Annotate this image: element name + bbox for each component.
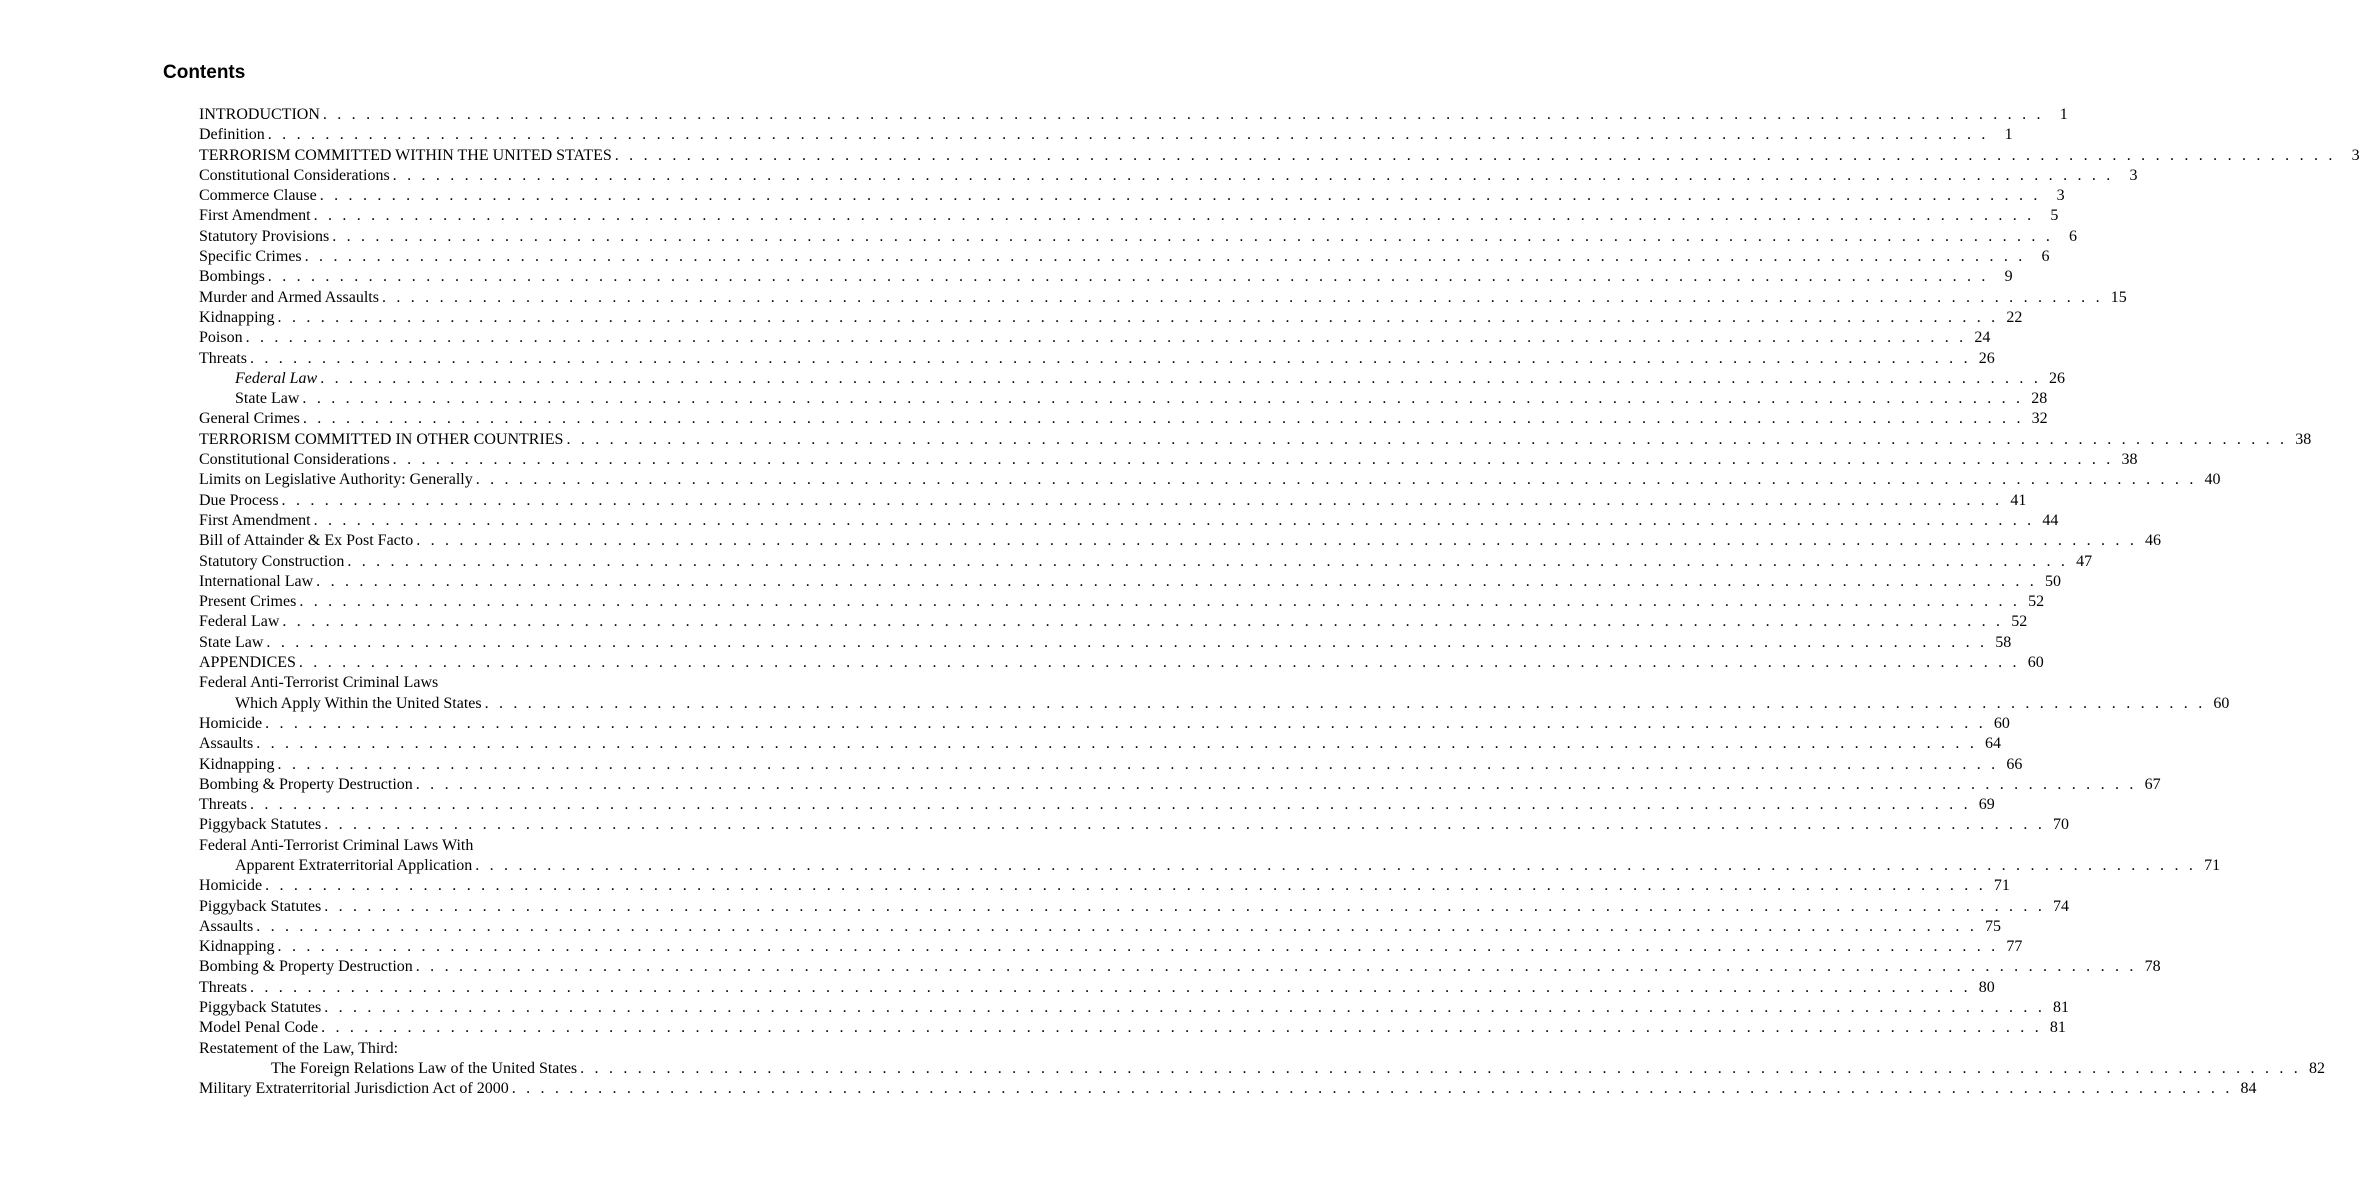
dot-leader: . . . . . . . . . . . . . . . . . . . . . . . . . . . . . . . . . . . . . . . . . . . . . . . . . . . . . . . . . . . . . . . . . . . . . . . . . . . . . . . . . . . . . . . . . . . . . . . . . . . . . . . . . . . . . . . . . . . . . . . . — [267, 126, 1989, 144]
toc-entry — [199, 389, 2048, 409]
toc-entry — [199, 694, 2230, 714]
toc-entry-page-number: 41 — [2010, 491, 2027, 509]
dot-leader: . . . . . . . . . . . . . . . . . . . . . . . . . . . . . . . . . . . . . . . . . . . . . . . . . . . . . . . . . . . . . . . . . . . . . . . . . . . . . . . . . . . . . . . . . . . . . . . . . . . . . . . . . . . . . . . . . . . . . . . . — [321, 1019, 2042, 1037]
toc-entry — [199, 815, 2070, 835]
toc-entry — [199, 633, 2012, 653]
dot-leader: . . . . . . . . . . . . . . . . . . . . . . . . . . . . . . . . . . . . . . . . . . . . . . . . . . . . . . . . . . . . . . . . . . . . . . . . . . . . . . . . . . . . . . . . . . . . . . . . . . . . . . . . . . . . . . . . . . . . . . . . — [324, 816, 2046, 834]
toc-entry-page-number: 44 — [2042, 511, 2059, 529]
dot-leader: . . . . . . . . . . . . . . . . . . . . . . . . . . . . . . . . . . . . . . . . . . . . . . . . . . . . . . . . . . . . . . . . . . . . . . . . . . . . . . . . . . . . . . . . . . . . . . . . . . . . . . . . . . . . . . . . . . . . . . . . — [580, 1059, 2301, 1077]
toc-entry-title: General Crimes — [199, 410, 300, 428]
toc-entry — [199, 166, 2138, 186]
toc-entry-title: Present Crimes — [199, 593, 297, 611]
toc-entry — [199, 369, 2066, 389]
toc-entry — [199, 795, 1995, 815]
toc-entry — [199, 308, 2023, 328]
toc-entry-page-number: 9 — [2004, 268, 2013, 286]
toc-entry-page-number: 60 — [2027, 654, 2044, 672]
toc-entry — [199, 247, 2050, 267]
toc-entry — [199, 491, 2027, 511]
toc-entry — [199, 673, 758, 693]
toc-entry-page-number: 22 — [2006, 308, 2023, 326]
dot-leader: . . . . . . . . . . . . . . . . . . . . . . . . . . . . . . . . . . . . . . . . . . . . . . . . . . . . . . . . . . . . . . . . . . . . . . . . . . . . . . . . . . . . . . . . . . . . . . . . . . . . . . . . . . . . . . . . . . . . . . . . — [302, 410, 2024, 428]
dot-leader: . . . . . . . . . . . . . . . . . . . . . . . . . . . . . . . . . . . . . . . . . . . . . . . . . . . . . . . . . . . . . . . . . . . . . . . . . . . . . . . . . . . . . . . . . . . . . . . . . . . . . . . . . . . . . . . . . . . . . . . . — [614, 146, 2336, 164]
dot-leader: . . . . . . . . . . . . . . . . . . . . . . . . . . . . . . . . . . . . . . . . . . . . . . . . . . . . . . . . . . . . . . . . . . . . . . . . . . . . . . . . . . . . . . . . . . . . . . . . . . . . . . . . . . . . . . . . . . . . . . . . — [256, 735, 1978, 753]
dot-leader: . . . . . . . . . . . . . . . . . . . . . . . . . . . . . . . . . . . . . . . . . . . . . . . . . . . . . . . . . . . . . . . . . . . . . . . . . . . . . . . . . . . . . . . . . . . . . . . . . . . . . . . . . . . . . . . . . . . . . . . . — [324, 999, 2046, 1017]
dot-leader: . . . . . . . . . . . . . . . . . . . . . . . . . . . . . . . . . . . . . . . . . . . . . . . . . . . . . . . . . . . . . . . . . . . . . . . . . . . . . . . . . . . . . . . . . . . . . . . . . . . . . . . . . . . . . . . . . . . . . . . . — [249, 978, 1971, 996]
toc-entry — [199, 897, 2070, 917]
toc-entry-title: Definition — [199, 126, 265, 144]
toc-entry — [199, 328, 1991, 348]
dot-leader: . . . . . . . . . . . . . . . . . . . . . . . . . . . . . . . . . . . . . . . . . . . . . . . . . . . . . . . . . . . . . . . . . . . . . . . . . . . . . . . . . . . . . . . . . . . . . . . . . . . . . . . . . . . . . . . . . . . . . . . . — [277, 938, 1999, 956]
dot-leader: . . . . . . . . . . . . . . . . . . . . . . . . . . . . . . . . . . . . . . . . . . . . . . . . . . . . . . . . . . . . . . . . . . . . . . . . . . . . . . . . . . . . . . . . . . . . . . . . . . . . . . . . . . . . . . . . . . . . . . . . — [347, 552, 2069, 570]
toc-entry — [199, 409, 2048, 429]
toc-entry-page-number: 66 — [2006, 755, 2023, 773]
toc-entry-title: Military Extraterritorial Jurisdiction Act of 2000 — [199, 1080, 509, 1098]
toc-entry-title: Piggyback Statutes — [199, 816, 322, 834]
toc-entry — [199, 572, 2061, 592]
toc-entry-title: Bombing & Property Destruction — [199, 775, 413, 793]
toc-entry-title: Federal Anti-Terrorist Criminal Laws With — [199, 836, 474, 854]
toc-entry-page-number: 71 — [1993, 877, 2010, 895]
toc-entry-page-number: 58 — [1995, 633, 2012, 651]
toc-entry-page-number: 47 — [2076, 552, 2093, 570]
toc-entry-title: State Law — [199, 633, 264, 651]
toc-entry-title: Piggyback Statutes — [199, 897, 322, 915]
dot-leader: . . . . . . . . . . . . . . . . . . . . . . . . . . . . . . . . . . . . . . . . . . . . . . . . . . . . . . . . . . . . . . . . . . . . . . . . . . . . . . . . . . . . . . . . . . . . . . . . . . . . . . . . . . . . . . . . . . . . . . . . — [416, 532, 2138, 550]
toc-entry-page-number: 6 — [2041, 248, 2050, 266]
toc-entry — [199, 552, 2093, 572]
toc-entry-page-number: 60 — [1993, 714, 2010, 732]
toc-entry-title: Federal Anti-Terrorist Criminal Laws — [199, 674, 439, 692]
dot-leader: . . . . . . . . . . . . . . . . . . . . . . . . . . . . . . . . . . . . . . . . . . . . . . . . . . . . . . . . . . . . . . . . . . . . . . . . . . . . . . . . . . . . . . . . . . . . . . . . . . . . . . . . . . . . . . . . . . . . . . . . — [475, 471, 2197, 489]
toc-entry-page-number: 26 — [2049, 369, 2066, 387]
dot-leader: . . . . . . . . . . . . . . . . . . . . . . . . . . . . . . . . . . . . . . . . . . . . . . . . . . . . . . . . . . . . . . . . . . . . . . . . . . . . . . . . . . . . . . . . . . . . . . . . . . . . . . . . . . . . . . . . . . . . . . . . — [277, 308, 1999, 326]
toc-entry-title: Kidnapping — [199, 308, 275, 326]
toc-entry-title: Poison — [199, 329, 243, 347]
toc-entry-title: Kidnapping — [199, 755, 275, 773]
toc-entry-title: Statutory Provisions — [199, 227, 330, 245]
toc-entry-title: INTRODUCTION — [199, 106, 320, 123]
dot-leader: . . . . . . . . . . . . . . . . . . . . . . . . . . . . . . . . . . . . . . . . . . . . . . . . . . . . . . . . . . . . . . . . . . . . . . . . . . . . . . . . . . . . . . . . . . . . . . . . . . . . . . . . . . . . . . . . . . . . . . . . — [267, 268, 1989, 286]
toc-entry-page-number: 84 — [2240, 1080, 2257, 1098]
dot-leader: . . . . . . . . . . . . . . . . . . . . . . . . . . . . . . . . . . . . . . . . . . . . . . . . . . . . . . . . . . . . . . . . . . . . . . . . . . . . . . . . . . . . . . . . . . . . . . . . . . . . . . . . . . . . . . . . . . . . . . . . — [484, 694, 2206, 712]
dot-leader: . . . . . . . . . . . . . . . . . . . . . . . . . . . . . . . . . . . . . . . . . . . . . . . . . . . . . . . . . . . . . . . . . . . . . . . . . . . . . . . . . . . . . . . . . . . . . . . . . . . . . . . . . . . . . . . . . . . . . . . . — [302, 390, 2024, 408]
toc-entry — [199, 775, 2161, 795]
toc-entry-title: Bill of Attainder & Ex Post Facto — [199, 532, 414, 550]
toc-entry-title: Threats — [199, 796, 247, 814]
table-of-contents — [199, 105, 2360, 1100]
toc-entry-title: Constitutional Considerations — [199, 451, 390, 469]
toc-entry-title: Kidnapping — [199, 938, 275, 956]
toc-entry-title: Constitutional Considerations — [199, 166, 390, 184]
toc-entry-page-number: 69 — [1978, 796, 1995, 814]
toc-entry-page-number: 40 — [2204, 471, 2221, 489]
toc-entry-title: Limits on Legislative Authority: Generally — [199, 471, 473, 489]
dot-leader: . . . . . . . . . . . . . . . . . . . . . . . . . . . . . . . . . . . . . . . . . . . . . . . . . . . . . . . . . . . . . . . . . . . . . . . . . . . . . . . . . . . . . . . . . . . . . . . . . . . . . . . . . . . . . . . . . . . . . . . . — [249, 796, 1971, 814]
toc-entry — [199, 836, 758, 856]
toc-entry-page-number: 67 — [2144, 775, 2161, 793]
toc-entry-title: Federal Law — [199, 613, 280, 631]
toc-entry — [199, 653, 2044, 673]
toc-entry — [199, 734, 2002, 754]
dot-leader: . . . . . . . . . . . . . . . . . . . . . . . . . . . . . . . . . . . . . . . . . . . . . . . . . . . . . . . . . . . . . . . . . . . . . . . . . . . . . . . . . . . . . . . . . . . . . . . . . . . . . . . . . . . . . . . . . . . . . . . . — [392, 451, 2114, 469]
toc-entry-title: Assaults — [199, 735, 254, 753]
dot-leader: . . . . . . . . . . . . . . . . . . . . . . . . . . . . . . . . . . . . . . . . . . . . . . . . . . . . . . . . . . . . . . . . . . . . . . . . . . . . . . . . . . . . . . . . . . . . . . . . . . . . . . . . . . . . . . . . . . . . . . . . — [281, 491, 2003, 509]
toc-entry-page-number: 3 — [2056, 187, 2065, 205]
toc-entry-title: State Law — [235, 390, 300, 408]
toc-entry-title: First Amendment — [199, 207, 311, 225]
dot-leader: . . . . . . . . . . . . . . . . . . . . . . . . . . . . . . . . . . . . . . . . . . . . . . . . . . . . . . . . . . . . . . . . . . . . . . . . . . . . . . . . . . . . . . . . . . . . . . . . . . . . . . . . . . . . . . . . . . . . . . . . — [298, 654, 2020, 672]
dot-leader: . . . . . . . . . . . . . . . . . . . . . . . . . . . . . . . . . . . . . . . . . . . . . . . . . . . . . . . . . . . . . . . . . . . . . . . . . . . . . . . . . . . . . . . . . . . . . . . . . . . . . . . . . . . . . . . . . . . . . . . . — [249, 349, 1971, 367]
toc-entry-page-number: 64 — [1985, 735, 2002, 753]
toc-entry-title: Bombing & Property Destruction — [199, 958, 413, 976]
toc-entry — [199, 856, 2221, 876]
toc-entry-title: Threats — [199, 349, 247, 367]
dot-leader: . . . . . . . . . . . . . . . . . . . . . . . . . . . . . . . . . . . . . . . . . . . . . . . . . . . . . . . . . . . . . . . . . . . . . . . . . . . . . . . . . . . . . . . . . . . . . . . . . . . . . . . . . . . . . . . . . . . . . . . . — [319, 187, 2041, 205]
toc-entry-title: Commerce Clause — [199, 187, 317, 205]
toc-entry — [199, 957, 2161, 977]
toc-entry — [199, 227, 2078, 247]
toc-entry — [199, 531, 2162, 551]
toc-entry-title: Due Process — [199, 491, 279, 509]
toc-entry-page-number: 38 — [2121, 451, 2138, 469]
dot-leader: . . . . . . . . . . . . . . . . . . . . . . . . . . . . . . . . . . . . . . . . . . . . . . . . . . . . . . . . . . . . . . . . . . . . . . . . . . . . . . . . . . . . . . . . . . . . . . . . . . . . . . . . . . . . . . . . . . . . . . . . — [415, 775, 2137, 793]
toc-entry-page-number: 5 — [2050, 207, 2059, 225]
page-title: Contents — [163, 62, 246, 83]
toc-entry-page-number: 52 — [2028, 593, 2045, 611]
toc-entry — [199, 470, 2221, 490]
toc-entry-page-number: 82 — [2308, 1059, 2325, 1077]
toc-entry-title: Piggyback Statutes — [199, 999, 322, 1017]
toc-entry — [199, 267, 2013, 287]
toc-entry — [199, 978, 1995, 998]
dot-leader: . . . . . . . . . . . . . . . . . . . . . . . . . . . . . . . . . . . . . . . . . . . . . . . . . . . . . . . . . . . . . . . . . . . . . . . . . . . . . . . . . . . . . . . . . . . . . . . . . . . . . . . . . . . . . . . . . . . . . . . . — [566, 430, 2288, 448]
toc-entry — [199, 1018, 2066, 1038]
toc-entry — [199, 430, 2312, 450]
toc-entry-page-number: 15 — [2110, 288, 2127, 306]
dot-leader: . . . . . . . . . . . . . . . . . . . . . . . . . . . . . . . . . . . . . . . . . . . . . . . . . . . . . . . . . . . . . . . . . . . . . . . . . . . . . . . . . . . . . . . . . . . . . . . . . . . . . . . . . . . . . . . . . . . . . . . . — [313, 207, 2035, 225]
dot-leader: . . . . . . . . . . . . . . . . . . . . . . . . . . . . . . . . . . . . . . . . . . . . . . . . . . . . . . . . . . . . . . . . . . . . . . . . . . . . . . . . . . . . . . . . . . . . . . . . . . . . . . . . . . . . . . . . . . . . . . . . — [299, 593, 2021, 611]
toc-entry-page-number: 46 — [2145, 532, 2162, 550]
dot-leader: . . . . . . . . . . . . . . . . . . . . . . . . . . . . . . . . . . . . . . . . . . . . . . . . . . . . . . . . . . . . . . . . . . . . . . . . . . . . . . . . . . . . . . . . . . . . . . . . . . . . . . . . . . . . . . . . . . . . . . . . — [511, 1080, 2233, 1098]
toc-entry-title: APPENDICES — [199, 654, 296, 672]
toc-entry-page-number: 6 — [2069, 227, 2078, 245]
toc-entry-title: First Amendment — [199, 511, 311, 529]
toc-entry-title: Specific Crimes — [199, 248, 302, 266]
dot-leader: . . . . . . . . . . . . . . . . . . . . . . . . . . . . . . . . . . . . . . . . . . . . . . . . . . . . . . . . . . . . . . . . . . . . . . . . . . . . . . . . . . . . . . . . . . . . . . . . . . . . . . . . . . . . . . . . . . . . . . . . — [304, 248, 2026, 266]
toc-entry-page-number: 81 — [2049, 1019, 2066, 1037]
toc-entry-title: Homicide — [199, 714, 263, 732]
dot-leader: . . . . . . . . . . . . . . . . . . . . . . . . . . . . . . . . . . . . . . . . . . . . . . . . . . . . . . . . . . . . . . . . . . . . . . . . . . . . . . . . . . . . . . . . . . . . . . . . . . . . . . . . . . . . . . . . . . . . . . . . — [277, 755, 1999, 773]
toc-entry-title: Federal Law — [235, 369, 318, 387]
dot-leader: . . . . . . . . . . . . . . . . . . . . . . . . . . . . . . . . . . . . . . . . . . . . . . . . . . . . . . . . . . . . . . . . . . . . . . . . . . . . . . . . . . . . . . . . . . . . . . . . . . . . . . . . . . . . . . . . . . . . . . . . — [282, 613, 2004, 631]
toc-entry — [199, 349, 1995, 369]
toc-entry-page-number: 80 — [1978, 978, 1995, 996]
toc-entry-page-number: 38 — [2295, 430, 2312, 448]
toc-entry — [199, 105, 2068, 125]
dot-leader: . . . . . . . . . . . . . . . . . . . . . . . . . . . . . . . . . . . . . . . . . . . . . . . . . . . . . . . . . . . . . . . . . . . . . . . . . . . . . . . . . . . . . . . . . . . . . . . . . . . . . . . . . . . . . . . . . . . . . . . . — [245, 329, 1967, 347]
toc-entry-page-number: 1 — [2004, 126, 2013, 144]
dot-leader: . . . . . . . . . . . . . . . . . . . . . . . . . . . . . . . . . . . . . . . . . . . . . . . . . . . . . . . . . . . . . . . . . . . . . . . . . . . . . . . . . . . . . . . . . . . . . . . . . . . . . . . . . . . . . . . . . . . . . . . . — [475, 856, 2197, 874]
toc-entry — [199, 186, 2065, 206]
toc-entry — [199, 714, 2010, 734]
toc-entry-page-number: 24 — [1974, 329, 1991, 347]
dot-leader: . . . . . . . . . . . . . . . . . . . . . . . . . . . . . . . . . . . . . . . . . . . . . . . . . . . . . . . . . . . . . . . . . . . . . . . . . . . . . . . . . . . . . . . . . . . . . . . . . . . . . . . . . . . . . . . . . . . . . . . . — [266, 633, 1988, 651]
toc-entry-title: TERRORISM COMMITTED WITHIN THE UNITED STATES — [199, 146, 612, 164]
toc-entry-page-number: 60 — [2213, 694, 2230, 712]
toc-entry-title: Murder and Armed Assaults — [199, 288, 379, 306]
toc-entry-title: TERRORISM COMMITTED IN OTHER COUNTRIES — [199, 430, 564, 448]
toc-entry-title: Restatement of the Law, Third: — [199, 1039, 399, 1057]
toc-entry-page-number: 81 — [2053, 999, 2070, 1017]
toc-entry-title: Bombings — [199, 268, 265, 286]
dot-leader: . . . . . . . . . . . . . . . . . . . . . . . . . . . . . . . . . . . . . . . . . . . . . . . . . . . . . . . . . . . . . . . . . . . . . . . . . . . . . . . . . . . . . . . . . . . . . . . . . . . . . . . . . . . . . . . . . . . . . . . . — [392, 166, 2114, 184]
dot-leader: . . . . . . . . . . . . . . . . . . . . . . . . . . . . . . . . . . . . . . . . . . . . . . . . . . . . . . . . . . . . . . . . . . . . . . . . . . . . . . . . . . . . . . . . . . . . . . . . . . . . . . . . . . . . . . . . . . . . . . . . — [415, 958, 2137, 976]
dot-leader: . . . . . . . . . . . . . . . . . . . . . . . . . . . . . . . . . . . . . . . . . . . . . . . . . . . . . . . . . . . . . . . . . . . . . . . . . . . . . . . . . . . . . . . . . . . . . . . . . . . . . . . . . . . . . . . . . . . . . . . . — [332, 227, 2054, 245]
toc-entry-page-number: 3 — [2129, 166, 2138, 184]
toc-entry-title: Homicide — [199, 877, 263, 895]
dot-leader: . . . . . . . . . . . . . . . . . . . . . . . . . . . . . . . . . . . . . . . . . . . . . . . . . . . . . . . . . . . . . . . . . . . . . . . . . . . . . . . . . . . . . . . . . . . . . . . . . . . . . . . . . . . . . . . . . . . . . . . . — [256, 917, 1978, 935]
dot-leader: . . . . . . . . . . . . . . . . . . . . . . . . . . . . . . . . . . . . . . . . . . . . . . . . . . . . . . . . . . . . . . . . . . . . . . . . . . . . . . . . . . . . . . . . . . . . . . . . . . . . . . . . . . . . . . . . . . . . . . . . — [265, 714, 1986, 732]
dot-leader: . . . . . . . . . . . . . . . . . . . . . . . . . . . . . . . . . . . . . . . . . . . . . . . . . . . . . . . . . . . . . . . . . . . . . . . . . . . . . . . . . . . . . . . . . . . . . . . . . . . . . . . . . . . . . . . . . . . . . . . . — [265, 877, 1986, 895]
toc-entry — [199, 206, 2059, 226]
toc-entry — [199, 917, 2002, 937]
toc-entry — [199, 592, 2045, 612]
toc-entry-title: The Foreign Relations Law of the United States — [271, 1059, 578, 1077]
toc-entry-page-number: 3 — [2351, 146, 2360, 164]
toc-entry — [199, 288, 2127, 308]
dot-leader: . . . . . . . . . . . . . . . . . . . . . . . . . . . . . . . . . . . . . . . . . . . . . . . . . . . . . . . . . . . . . . . . . . . . . . . . . . . . . . . . . . . . . . . . . . . . . . . . . . . . . . . . . . . . . . . . . . . . . . . . — [316, 572, 2037, 590]
dot-leader: . . . . . . . . . . . . . . . . . . . . . . . . . . . . . . . . . . . . . . . . . . . . . . . . . . . . . . . . . . . . . . . . . . . . . . . . . . . . . . . . . . . . . . . . . . . . . . . . . . . . . . . . . . . . . . . . . . . . . . . . — [381, 288, 2103, 306]
toc-entry-title: Model Penal Code — [199, 1019, 319, 1037]
toc-entry — [199, 511, 2059, 531]
toc-entry-page-number: 78 — [2144, 958, 2161, 976]
dot-leader: . . . . . . . . . . . . . . . . . . . . . . . . . . . . . . . . . . . . . . . . . . . . . . . . . . . . . . . . . . . . . . . . . . . . . . . . . . . . . . . . . . . . . . . . . . . . . . . . . . . . . . . . . . . . . . . . . . . . . . . . — [322, 106, 2044, 123]
toc-entry — [199, 1039, 758, 1059]
toc-entry — [199, 450, 2138, 470]
toc-entry-title: Which Apply Within the United States — [235, 694, 482, 712]
toc-entry-page-number: 26 — [1978, 349, 1995, 367]
toc-entry-title: International Law — [199, 572, 314, 590]
toc-entry-page-number: 52 — [2011, 613, 2028, 631]
toc-entry-title: Assaults — [199, 917, 254, 935]
toc-entry-page-number: 32 — [2031, 410, 2048, 428]
dot-leader: . . . . . . . . . . . . . . . . . . . . . . . . . . . . . . . . . . . . . . . . . . . . . . . . . . . . . . . . . . . . . . . . . . . . . . . . . . . . . . . . . . . . . . . . . . . . . . . . . . . . . . . . . . . . . . . . . . . . . . . . — [320, 369, 2042, 387]
toc-entry — [199, 146, 2360, 166]
toc-entry-page-number: 74 — [2053, 897, 2070, 915]
toc-entry-page-number: 1 — [2059, 106, 2068, 123]
toc-entry-title: Statutory Construction — [199, 552, 345, 570]
toc-entry-title: Threats — [199, 978, 247, 996]
toc-entry — [199, 612, 2028, 632]
toc-entry-page-number: 77 — [2006, 938, 2023, 956]
toc-entry — [199, 937, 2023, 957]
toc-entry — [199, 1059, 2325, 1079]
toc-entry-page-number: 50 — [2044, 572, 2061, 590]
dot-leader: . . . . . . . . . . . . . . . . . . . . . . . . . . . . . . . . . . . . . . . . . . . . . . . . . . . . . . . . . . . . . . . . . . . . . . . . . . . . . . . . . . . . . . . . . . . . . . . . . . . . . . . . . . . . . . . . . . . . . . . . — [313, 511, 2035, 529]
toc-entry — [199, 876, 2010, 896]
toc-entry — [199, 755, 2023, 775]
toc-entry-title: Apparent Extraterritorial Application — [235, 856, 473, 874]
toc-entry-page-number: 71 — [2204, 856, 2221, 874]
toc-entry — [199, 125, 2013, 145]
toc-entry-page-number: 70 — [2053, 816, 2070, 834]
toc-entry-page-number: 28 — [2031, 390, 2048, 408]
toc-entry — [199, 998, 2070, 1018]
toc-entry — [199, 1079, 2257, 1099]
dot-leader: . . . . . . . . . . . . . . . . . . . . . . . . . . . . . . . . . . . . . . . . . . . . . . . . . . . . . . . . . . . . . . . . . . . . . . . . . . . . . . . . . . . . . . . . . . . . . . . . . . . . . . . . . . . . . . . . . . . . . . . . — [324, 897, 2046, 915]
toc-entry-page-number: 75 — [1985, 917, 2002, 935]
